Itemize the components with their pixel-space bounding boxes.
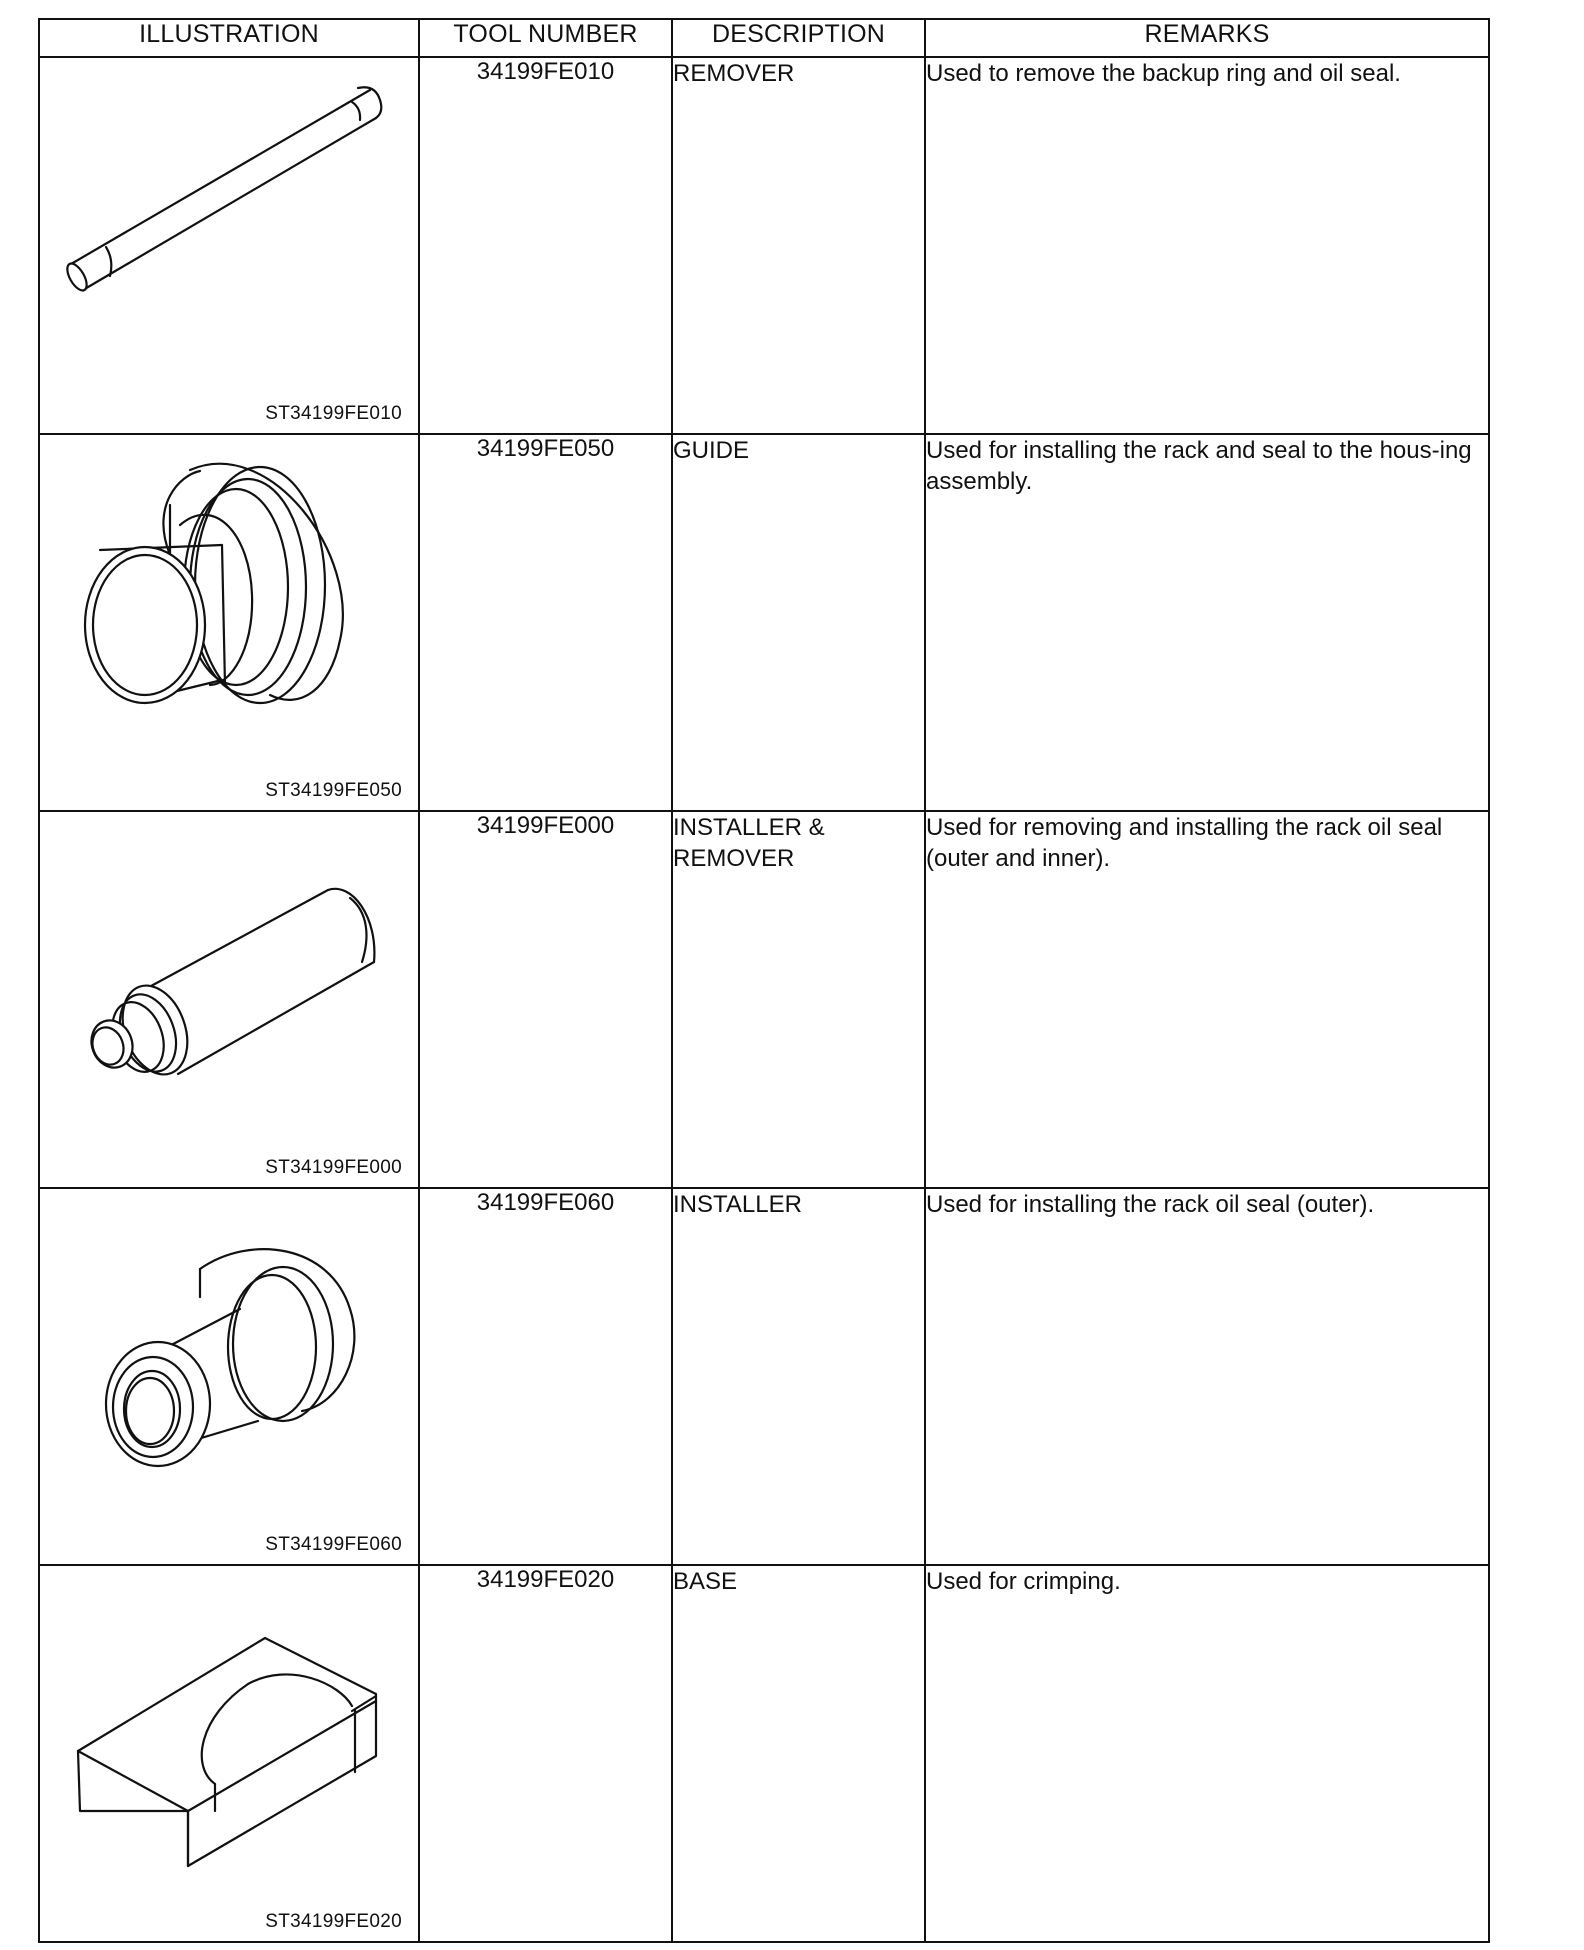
illustration-code: ST34199FE050 — [265, 780, 402, 801]
illustration-code: ST34199FE060 — [265, 1534, 402, 1555]
header-remarks: REMARKS — [925, 19, 1489, 57]
guide-sleeve-icon — [40, 435, 418, 755]
tool-number: 34199FE050 — [419, 434, 672, 811]
tool-remarks: Used for removing and installing the rack oil seal (outer and inner). — [925, 811, 1489, 1188]
table-row — [39, 57, 1489, 434]
illustration-cell — [39, 434, 419, 811]
tool-description: REMOVER — [672, 57, 925, 434]
illustration-code: ST34199FE000 — [265, 1157, 402, 1178]
header-tool-number: TOOL NUMBER — [419, 19, 672, 57]
tool-description: INSTALLER & REMOVER — [672, 811, 925, 1188]
tool-remarks: Used for crimping. — [925, 1565, 1489, 1942]
tool-description: GUIDE — [672, 434, 925, 811]
illustration-cell — [39, 811, 419, 1188]
base-block-icon — [40, 1566, 418, 1886]
tool-description: INSTALLER — [672, 1188, 925, 1565]
tool-number: 34199FE020 — [419, 1565, 672, 1942]
tool-remarks: Used for installing the rack and seal to the hous-ing assembly. — [925, 434, 1489, 811]
illustration-code: ST34199FE020 — [265, 1911, 402, 1932]
table-row — [39, 811, 1489, 1188]
special-tools-table — [38, 18, 1490, 1943]
remover-rod-icon — [40, 58, 418, 378]
tool-number: 34199FE010 — [419, 57, 672, 434]
table-row — [39, 1188, 1489, 1565]
illustration-code: ST34199FE010 — [265, 403, 402, 424]
illustration-cell — [39, 1565, 419, 1942]
illustration-cell — [39, 57, 419, 434]
tool-number: 34199FE060 — [419, 1188, 672, 1565]
tool-number: 34199FE000 — [419, 811, 672, 1188]
table-header-row — [39, 19, 1489, 57]
tool-remarks: Used for installing the rack oil seal (outer). — [925, 1188, 1489, 1565]
tool-description: BASE — [672, 1565, 925, 1942]
installer-remover-icon — [40, 812, 418, 1132]
header-illustration: ILLUSTRATION — [39, 19, 419, 57]
table-row — [39, 1565, 1489, 1942]
header-description: DESCRIPTION — [672, 19, 925, 57]
illustration-cell — [39, 1188, 419, 1565]
tool-remarks: Used to remove the backup ring and oil seal. — [925, 57, 1489, 434]
installer-icon — [40, 1189, 418, 1509]
table-row — [39, 434, 1489, 811]
